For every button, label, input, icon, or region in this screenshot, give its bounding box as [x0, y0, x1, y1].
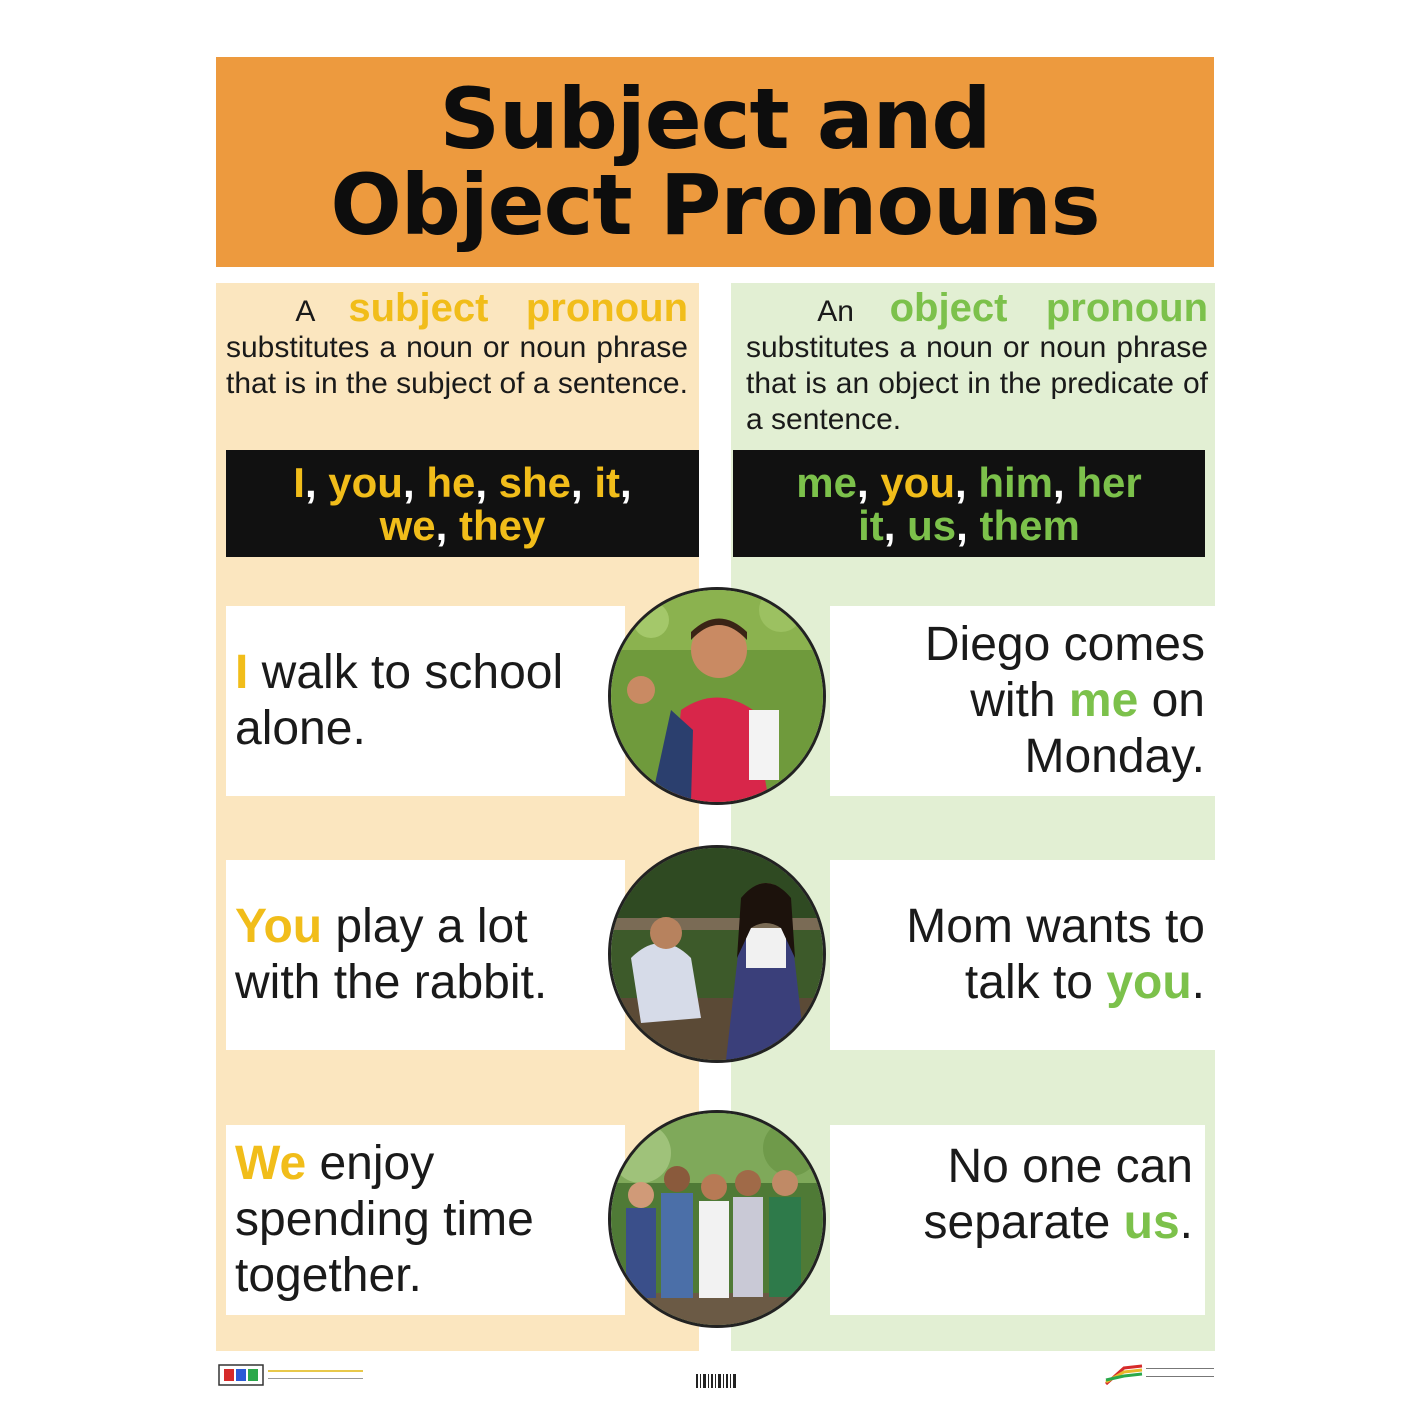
example-2-object-before: Mom wants to talk to — [906, 900, 1205, 1009]
object-lead: An — [817, 295, 854, 328]
object-example-1 — [830, 606, 1217, 796]
subject-example-1-text — [235, 645, 565, 757]
example-3-object-after: . — [1179, 1196, 1193, 1249]
pronoun-him: him — [978, 458, 1054, 506]
example-1-subject-pronoun: I — [235, 646, 249, 699]
title-line-1: Subject and — [439, 70, 991, 168]
object-pronoun-line-1: me, you, him, her — [796, 458, 1142, 506]
pronoun-them: them — [979, 501, 1080, 549]
example-3-object-pronoun: us — [1123, 1196, 1180, 1249]
subject-definition — [226, 286, 689, 402]
pronoun-me: me — [796, 458, 857, 506]
pronoun-i: I — [293, 458, 305, 506]
subject-example-2 — [226, 860, 625, 1050]
subject-example-1 — [226, 606, 625, 796]
title-line-2: Object Pronouns — [330, 156, 1100, 254]
photo-boy-with-backpack — [608, 587, 826, 805]
pronoun-it-object: it — [858, 501, 884, 549]
publisher-logo-left — [218, 1362, 264, 1388]
subject-example-2-text — [235, 899, 607, 1011]
pronoun-her: her — [1076, 458, 1142, 506]
example-2-subject-rest: play a lot with the rabbit. — [235, 900, 548, 1009]
subject-definition-text: substitutes a noun or noun phrase that is in the subject of a sentence. — [226, 331, 688, 400]
object-definition — [746, 286, 1208, 438]
pronoun-she: she — [498, 458, 572, 506]
object-pronoun-line-2: it, us, them — [858, 501, 1080, 549]
pronoun-they: they — [459, 501, 546, 549]
footer-rule-left — [268, 1370, 363, 1372]
footer-rule-right — [1146, 1368, 1214, 1369]
example-3-subject-pronoun: We — [235, 1137, 307, 1190]
example-3-subject-rest: enjoy spending time together. — [235, 1137, 534, 1302]
subject-example-3 — [226, 1125, 625, 1315]
example-2-object-after: . — [1191, 956, 1205, 1009]
example-2-object-pronoun: you — [1106, 956, 1192, 1009]
object-example-2-text — [830, 899, 1205, 1011]
object-term: object pronoun — [889, 286, 1208, 330]
example-1-subject-rest: walk to school alone. — [235, 646, 564, 755]
footer-rule-right-2 — [1146, 1376, 1214, 1377]
pronoun-us: us — [907, 501, 957, 549]
photo-children-in-park — [608, 845, 826, 1063]
example-1-object-after: on Monday. — [1024, 674, 1205, 783]
object-example-3 — [830, 1125, 1205, 1315]
subject-term: subject pronoun — [348, 286, 689, 330]
object-example-3-text — [830, 1139, 1193, 1251]
example-1-object-before: Diego comes with — [924, 618, 1205, 727]
example-1-object-pronoun: me — [1068, 674, 1139, 727]
object-example-2 — [830, 860, 1217, 1050]
subject-pronoun-line-2: we, they — [379, 501, 546, 549]
object-example-1-text — [830, 617, 1205, 785]
subject-example-3-text — [235, 1136, 585, 1304]
pronoun-you-object: you — [880, 458, 955, 506]
subject-lead: A — [295, 295, 314, 328]
footer-rule-left-2 — [268, 1378, 363, 1379]
object-pronoun-list — [733, 450, 1205, 557]
subject-pronoun-list — [226, 450, 699, 557]
pronoun-we: we — [379, 501, 436, 549]
barcode-icon — [696, 1374, 738, 1388]
pronoun-it: it — [594, 458, 621, 506]
photo-group-of-friends — [608, 1110, 826, 1328]
title-banner — [216, 57, 1214, 267]
publisher-logo-right — [1104, 1362, 1144, 1386]
example-3-object-before: No one can separate — [923, 1140, 1193, 1249]
pronoun-he: he — [426, 458, 476, 506]
subject-pronoun-line-1: I, you, he, she, it, — [293, 458, 632, 506]
pronoun-you: you — [328, 458, 403, 506]
object-definition-text: substitutes a noun or noun phrase that is an object in the predicate of a sentence. — [746, 331, 1208, 436]
example-2-subject-pronoun: You — [235, 900, 323, 953]
